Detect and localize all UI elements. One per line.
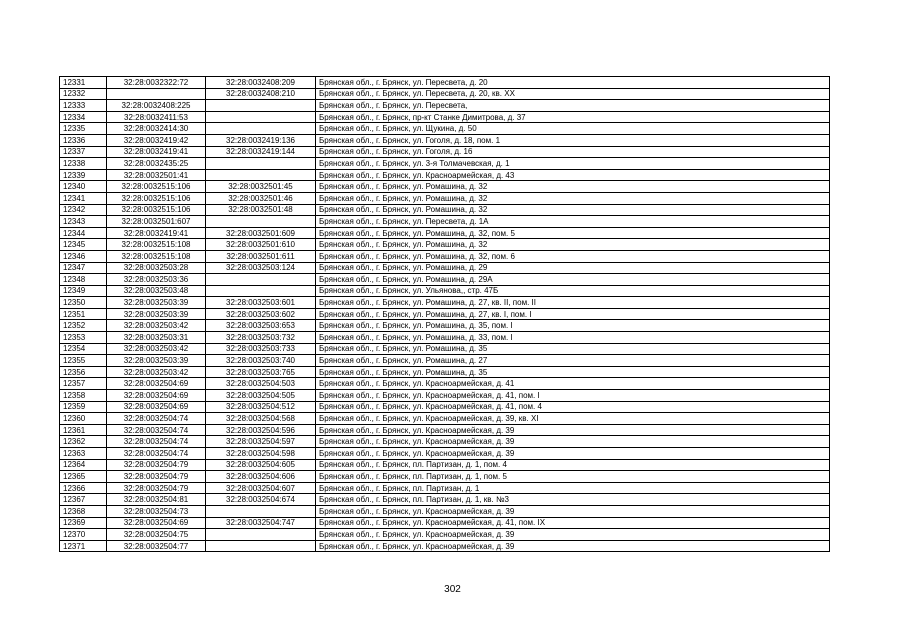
table-row [60, 262, 830, 274]
address-cell: Брянская обл., г. Брянск, ул. Красноармейская, д. 43 [316, 169, 830, 181]
cadastral-number-cell: 32:28:0032504:79 [107, 471, 206, 483]
address-cell: Брянская обл., г. Брянск, ул. Красноармейская, д. 39 [316, 540, 830, 552]
related-cadastral-number-cell: 32:28:0032501:610 [206, 239, 316, 251]
row-number-cell: 12360 [60, 413, 107, 425]
cadastral-number-cell: 32:28:0032503:39 [107, 297, 206, 309]
row-number-cell: 12353 [60, 332, 107, 344]
related-cadastral-number-cell [206, 100, 316, 112]
cadastral-number-cell: 32:28:0032411:53 [107, 111, 206, 123]
cadastral-number-cell: 32:28:0032504:69 [107, 378, 206, 390]
row-number-cell: 12357 [60, 378, 107, 390]
address-cell: Брянская обл., г. Брянск, ул. Красноармейская, д. 41, пом. 4 [316, 401, 830, 413]
row-number-cell: 12343 [60, 216, 107, 228]
row-number-cell: 12332 [60, 88, 107, 100]
related-cadastral-number-cell [206, 274, 316, 286]
address-cell: Брянская обл., г. Брянск, пр-кт Станке Димитрова, д. 37 [316, 111, 830, 123]
related-cadastral-number-cell [206, 216, 316, 228]
cadastral-number-cell: 32:28:0032435:25 [107, 158, 206, 170]
row-number-cell: 12344 [60, 227, 107, 239]
address-cell: Брянская обл., г. Брянск, ул. Ромашина, д. 29А [316, 274, 830, 286]
table-row [60, 297, 830, 309]
table-row [60, 529, 830, 541]
cadastral-number-cell: 32:28:0032515:106 [107, 181, 206, 193]
table-row [60, 134, 830, 146]
table-row [60, 239, 830, 251]
address-cell: Брянская обл., г. Брянск, ул. Красноармейская, д. 41, пом. I [316, 390, 830, 402]
related-cadastral-number-cell [206, 505, 316, 517]
row-number-cell: 12342 [60, 204, 107, 216]
table-row [60, 320, 830, 332]
cadastral-number-cell: 32:28:0032504:74 [107, 424, 206, 436]
related-cadastral-number-cell: 32:28:0032504:597 [206, 436, 316, 448]
table-row [60, 505, 830, 517]
related-cadastral-number-cell: 32:28:0032408:210 [206, 88, 316, 100]
table-row [60, 540, 830, 552]
table-row [60, 169, 830, 181]
row-number-cell: 12331 [60, 77, 107, 89]
address-cell: Брянская обл., г. Брянск, ул. Гоголя, д. 16 [316, 146, 830, 158]
table-row [60, 123, 830, 135]
address-cell: Брянская обл., г. Брянск, ул. Ромашина, д. 32, пом. 6 [316, 250, 830, 262]
row-number-cell: 12352 [60, 320, 107, 332]
address-cell: Брянская обл., г. Брянск, ул. Ромашина, д. 35, пом. I [316, 320, 830, 332]
table-row [60, 436, 830, 448]
cadastral-number-cell: 32:28:0032504:73 [107, 505, 206, 517]
cadastral-number-cell: 32:28:0032504:69 [107, 517, 206, 529]
cadastral-number-cell: 32:28:0032501:41 [107, 169, 206, 181]
row-number-cell: 12367 [60, 494, 107, 506]
row-number-cell: 12355 [60, 355, 107, 367]
table-row [60, 308, 830, 320]
related-cadastral-number-cell [206, 169, 316, 181]
related-cadastral-number-cell [206, 123, 316, 135]
related-cadastral-number-cell: 32:28:0032419:144 [206, 146, 316, 158]
cadastral-number-cell: 32:28:0032504:77 [107, 540, 206, 552]
cadastral-number-cell: 32:28:0032515:106 [107, 192, 206, 204]
row-number-cell: 12358 [60, 390, 107, 402]
table-row [60, 401, 830, 413]
cadastral-number-cell: 32:28:0032504:79 [107, 482, 206, 494]
table-row [60, 192, 830, 204]
address-cell: Брянская обл., г. Брянск, ул. Пересвета, [316, 100, 830, 112]
address-cell: Брянская обл., г. Брянск, ул. 3-я Толмачевская, д. 1 [316, 158, 830, 170]
cadastral-number-cell: 32:28:0032503:36 [107, 274, 206, 286]
address-cell: Брянская обл., г. Брянск, ул. Пересвета, д. 20, кв. XX [316, 88, 830, 100]
cadastral-number-cell: 32:28:0032501:607 [107, 216, 206, 228]
address-cell: Брянская обл., г. Брянск, ул. Красноармейская, д. 39 [316, 448, 830, 460]
related-cadastral-number-cell [206, 285, 316, 297]
row-number-cell: 12351 [60, 308, 107, 320]
related-cadastral-number-cell: 32:28:0032504:568 [206, 413, 316, 425]
cadastral-number-cell: 32:28:0032503:48 [107, 285, 206, 297]
table-row [60, 448, 830, 460]
related-cadastral-number-cell: 32:28:0032503:601 [206, 297, 316, 309]
address-cell: Брянская обл., г. Брянск, пл. Партизан, д. 1, пом. 4 [316, 459, 830, 471]
table-row [60, 274, 830, 286]
cadastral-number-cell: 32:28:0032503:28 [107, 262, 206, 274]
address-cell: Брянская обл., г. Брянск, ул. Пересвета, д. 20 [316, 77, 830, 89]
table-row [60, 77, 830, 89]
table-row [60, 459, 830, 471]
cadastral-number-cell: 32:28:0032515:108 [107, 239, 206, 251]
address-cell: Брянская обл., г. Брянск, ул. Красноармейская, д. 39, кв. XI [316, 413, 830, 425]
table-row [60, 343, 830, 355]
cadastral-number-cell: 32:28:0032504:79 [107, 459, 206, 471]
address-cell: Брянская обл., г. Брянск, ул. Красноармейская, д. 39 [316, 505, 830, 517]
table-row [60, 494, 830, 506]
table-row [60, 181, 830, 193]
row-number-cell: 12347 [60, 262, 107, 274]
cadastral-number-cell: 32:28:0032408:225 [107, 100, 206, 112]
related-cadastral-number-cell: 32:28:0032504:605 [206, 459, 316, 471]
related-cadastral-number-cell: 32:28:0032501:609 [206, 227, 316, 239]
row-number-cell: 12337 [60, 146, 107, 158]
cadastral-number-cell: 32:28:0032503:42 [107, 343, 206, 355]
related-cadastral-number-cell: 32:28:0032504:596 [206, 424, 316, 436]
address-cell: Брянская обл., г. Брянск, ул. Ромашина, д. 35 [316, 366, 830, 378]
address-cell: Брянская обл., г. Брянск, ул. Ромашина, д. 32 [316, 192, 830, 204]
cadastral-number-cell: 32:28:0032504:74 [107, 413, 206, 425]
cadastral-number-cell [107, 88, 206, 100]
address-cell: Брянская обл., г. Брянск, пл. Партизан, д. 1, пом. 5 [316, 471, 830, 483]
address-cell: Брянская обл., г. Брянск, ул. Красноармейская, д. 39 [316, 436, 830, 448]
related-cadastral-number-cell: 32:28:0032501:48 [206, 204, 316, 216]
address-cell: Брянская обл., г. Брянск, ул. Ромашина, д. 27 [316, 355, 830, 367]
address-cell: Брянская обл., г. Брянск, ул. Ромашина, д. 29 [316, 262, 830, 274]
related-cadastral-number-cell: 32:28:0032504:505 [206, 390, 316, 402]
row-number-cell: 12345 [60, 239, 107, 251]
cadastral-number-cell: 32:28:0032419:42 [107, 134, 206, 146]
related-cadastral-number-cell: 32:28:0032503:124 [206, 262, 316, 274]
row-number-cell: 12338 [60, 158, 107, 170]
row-number-cell: 12365 [60, 471, 107, 483]
related-cadastral-number-cell: 32:28:0032504:747 [206, 517, 316, 529]
table-row [60, 100, 830, 112]
row-number-cell: 12364 [60, 459, 107, 471]
table-row [60, 158, 830, 170]
row-number-cell: 12335 [60, 123, 107, 135]
table-row [60, 111, 830, 123]
row-number-cell: 12371 [60, 540, 107, 552]
table-row [60, 146, 830, 158]
related-cadastral-number-cell: 32:28:0032503:740 [206, 355, 316, 367]
row-number-cell: 12368 [60, 505, 107, 517]
row-number-cell: 12366 [60, 482, 107, 494]
cadastral-number-cell: 32:28:0032504:74 [107, 436, 206, 448]
related-cadastral-number-cell: 32:28:0032501:46 [206, 192, 316, 204]
address-cell: Брянская обл., г. Брянск, ул. Красноармейская, д. 41, пом. IX [316, 517, 830, 529]
page-number: 302 [444, 584, 461, 595]
row-number-cell: 12334 [60, 111, 107, 123]
related-cadastral-number-cell [206, 111, 316, 123]
related-cadastral-number-cell: 32:28:0032503:732 [206, 332, 316, 344]
related-cadastral-number-cell: 32:28:0032501:611 [206, 250, 316, 262]
address-cell: Брянская обл., г. Брянск, ул. Красноармейская, д. 39 [316, 529, 830, 541]
row-number-cell: 12349 [60, 285, 107, 297]
row-number-cell: 12356 [60, 366, 107, 378]
related-cadastral-number-cell: 32:28:0032503:765 [206, 366, 316, 378]
related-cadastral-number-cell [206, 540, 316, 552]
cadastral-number-cell: 32:28:0032414:30 [107, 123, 206, 135]
row-number-cell: 12336 [60, 134, 107, 146]
row-number-cell: 12340 [60, 181, 107, 193]
row-number-cell: 12369 [60, 517, 107, 529]
table-row [60, 390, 830, 402]
table-row [60, 250, 830, 262]
table-row [60, 413, 830, 425]
related-cadastral-number-cell: 32:28:0032504:598 [206, 448, 316, 460]
table-row [60, 517, 830, 529]
table-row [60, 355, 830, 367]
table-row [60, 378, 830, 390]
cadastral-number-cell: 32:28:0032503:31 [107, 332, 206, 344]
cadastral-number-cell: 32:28:0032503:42 [107, 366, 206, 378]
related-cadastral-number-cell: 32:28:0032419:136 [206, 134, 316, 146]
table-row [60, 285, 830, 297]
address-cell: Брянская обл., г. Брянск, ул. Ромашина, д. 35 [316, 343, 830, 355]
registry-table-body [60, 77, 830, 552]
address-cell: Брянская обл., г. Брянск, ул. Ромашина, д. 33, пом. I [316, 332, 830, 344]
address-cell: Брянская обл., г. Брянск, ул. Щукина, д. 50 [316, 123, 830, 135]
related-cadastral-number-cell: 32:28:0032504:607 [206, 482, 316, 494]
cadastral-number-cell: 32:28:0032419:41 [107, 146, 206, 158]
row-number-cell: 12359 [60, 401, 107, 413]
row-number-cell: 12363 [60, 448, 107, 460]
address-cell: Брянская обл., г. Брянск, ул. Ромашина, д. 32, пом. 5 [316, 227, 830, 239]
address-cell: Брянская обл., г. Брянск, пл. Партизан, д. 1 [316, 482, 830, 494]
cadastral-number-cell: 32:28:0032515:106 [107, 204, 206, 216]
related-cadastral-number-cell: 32:28:0032504:503 [206, 378, 316, 390]
address-cell: Брянская обл., г. Брянск, ул. Ромашина, д. 27, кв. I, пом. I [316, 308, 830, 320]
address-cell: Брянская обл., г. Брянск, ул. Ромашина, д. 32 [316, 239, 830, 251]
cadastral-number-cell: 32:28:0032504:74 [107, 448, 206, 460]
cadastral-number-cell: 32:28:0032322:72 [107, 77, 206, 89]
address-cell: Брянская обл., г. Брянск, ул. Красноармейская, д. 39 [316, 424, 830, 436]
row-number-cell: 12362 [60, 436, 107, 448]
row-number-cell: 12370 [60, 529, 107, 541]
cadastral-number-cell: 32:28:0032503:39 [107, 355, 206, 367]
related-cadastral-number-cell: 32:28:0032503:653 [206, 320, 316, 332]
table-row [60, 366, 830, 378]
table-row [60, 227, 830, 239]
row-number-cell: 12346 [60, 250, 107, 262]
related-cadastral-number-cell: 32:28:0032501:45 [206, 181, 316, 193]
related-cadastral-number-cell: 32:28:0032408:209 [206, 77, 316, 89]
related-cadastral-number-cell: 32:28:0032503:733 [206, 343, 316, 355]
cadastral-number-cell: 32:28:0032515:108 [107, 250, 206, 262]
cadastral-number-cell: 32:28:0032503:42 [107, 320, 206, 332]
cadastral-number-cell: 32:28:0032504:75 [107, 529, 206, 541]
cadastral-number-cell: 32:28:0032504:69 [107, 390, 206, 402]
table-row [60, 332, 830, 344]
related-cadastral-number-cell [206, 158, 316, 170]
related-cadastral-number-cell: 32:28:0032504:606 [206, 471, 316, 483]
table-row [60, 88, 830, 100]
row-number-cell: 12333 [60, 100, 107, 112]
address-cell: Брянская обл., г. Брянск, ул. Ромашина, д. 27, кв. II, пом. II [316, 297, 830, 309]
cadastral-number-cell: 32:28:0032419:41 [107, 227, 206, 239]
related-cadastral-number-cell: 32:28:0032504:674 [206, 494, 316, 506]
table-row [60, 471, 830, 483]
table-row [60, 204, 830, 216]
related-cadastral-number-cell [206, 529, 316, 541]
address-cell: Брянская обл., г. Брянск, ул. Красноармейская, д. 41 [316, 378, 830, 390]
cadastral-number-cell: 32:28:0032504:69 [107, 401, 206, 413]
cadastral-number-cell: 32:28:0032503:39 [107, 308, 206, 320]
row-number-cell: 12348 [60, 274, 107, 286]
table-row [60, 216, 830, 228]
address-cell: Брянская обл., г. Брянск, ул. Ульянова,, стр. 47Б [316, 285, 830, 297]
row-number-cell: 12339 [60, 169, 107, 181]
related-cadastral-number-cell: 32:28:0032504:512 [206, 401, 316, 413]
address-cell: Брянская обл., г. Брянск, ул. Гоголя, д. 18, пом. 1 [316, 134, 830, 146]
row-number-cell: 12350 [60, 297, 107, 309]
table-row [60, 482, 830, 494]
registry-table [59, 76, 830, 552]
cadastral-number-cell: 32:28:0032504:81 [107, 494, 206, 506]
address-cell: Брянская обл., г. Брянск, ул. Пересвета, д. 1А [316, 216, 830, 228]
address-cell: Брянская обл., г. Брянск, ул. Ромашина, д. 32 [316, 181, 830, 193]
row-number-cell: 12361 [60, 424, 107, 436]
table-row [60, 424, 830, 436]
row-number-cell: 12341 [60, 192, 107, 204]
row-number-cell: 12354 [60, 343, 107, 355]
address-cell: Брянская обл., г. Брянск, ул. Ромашина, д. 32 [316, 204, 830, 216]
address-cell: Брянская обл., г. Брянск, пл. Партизан, д. 1, кв. №3 [316, 494, 830, 506]
related-cadastral-number-cell: 32:28:0032503:602 [206, 308, 316, 320]
